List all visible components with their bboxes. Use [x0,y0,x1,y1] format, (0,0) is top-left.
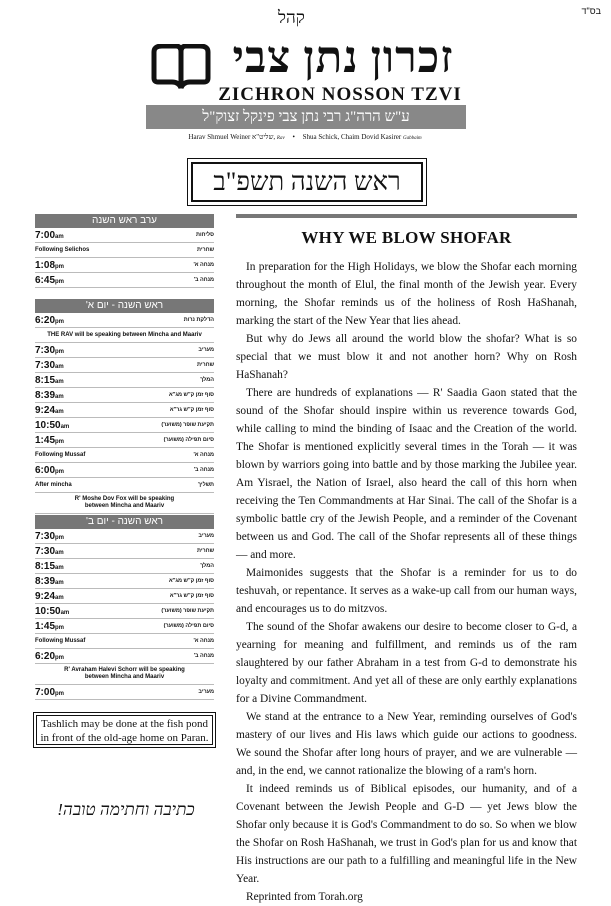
schedule-note: THE RAV will be speaking between Mincha and Maariv [35,328,214,343]
day2-schedule [35,515,214,700]
tashlich-notice [33,712,216,748]
rav-hebrew-title: שליט"א [252,133,274,141]
schedule-row: Following Mussaf מנחה א' [35,634,214,649]
shul-name-hebrew: זכרון נתן צבי [232,33,454,82]
schedule-row: 7:30am שחרית [35,544,214,559]
schedule-heading: ערב ראש השנה [35,214,214,228]
rav-role: Rav [276,136,285,141]
schedule-row: 9:24am סוף זמן ק"ש גר"א [35,403,214,418]
schedule-row: 10:50am תקיעת שופר (משוער) [35,604,214,619]
schedule-row: 8:15am המלך [35,559,214,574]
gabbaim-role: Gabbaim [402,136,422,141]
schedule-row: 7:30am שחרית [35,358,214,373]
schedule-row: 1:45pm סיום תפילה (משוער) [35,433,214,448]
schedule-row: 10:50am תקיעת שופר (משוער) [35,418,214,433]
article-paragraph: The sound of the Shofar awakens our desire to become closer to G-d, a yearning for meaning and fulfillment, and reminds us of the ram slaughtered by our father Abraham in a test from G-d to demonstrate his loyalty and commitment. And yet all of these are only earthly explanations for a Divine Commandment. [236,621,577,705]
article-paragraph: But why do Jews all around the world blow the shofar? What is so special that we must blow it and not another horn? Why on Rosh HaShanah? [236,333,577,381]
article-paragraph: We stand at the entrance to a New Year, reminding ourselves of God's mastery of our lives and His laws which guide our actions to goodness. We sound the Shofar after long hours of prayer, and we are vulnerable — and, in the end, we cannot rationalize the blowing of a ram's horn. [236,711,577,777]
day1-schedule [35,299,214,514]
article-paragraph: Maimonides suggests that the Shofar is a reminder for us to do teshuvah, or repentance. It serves as a wake-up call from our human ways, and encourages us to do mitzvos. [236,567,577,615]
schedule-note: R' Avraham Halevi Schorr will be speaking between Mincha and Maariv [35,664,214,685]
schedule-heading: ראש השנה - יום ב' [35,515,214,529]
schedule-row: 9:24am סוף זמן ק"ש גר"א [35,589,214,604]
credits-line: Harav Shmuel Weiner שליט"א, Rav • Shua Schick, Chaim Dovid Kasirer Gabbaim [188,133,422,141]
open-book-icon [150,44,212,90]
schedule-row: 7:00am סליחות [35,228,214,243]
article-divider [236,214,577,218]
schedule-note: R' Moshe Dov Fox will be speaking between Mincha and Maariv [35,493,214,514]
schedule-row: 7:30pm מעריב [35,343,214,358]
article-paragraph: There are hundreds of explanations — R' Saadia Gaon stated that the sound of the Shofar should inspire within us reverence towards God, while calling to mind the binding of Isaac and the Creation of the world. The Shofar is mentioned explicitly several times in the Torah — it was blown by warriors going into battle and by those marking the Jubilee year. Am Yisrael, the Nation of Israel, also heard the call of this horn when receiving the Ten Commandments at Har Sinai. The call of the Shofar is a symbolic battle cry of the Jewish People, and a reminder of the Covenant between us and God. The call of the Shofar represents all of these things — and more. [236,387,577,561]
schedule-row: 7:30pm מעריב [35,529,214,544]
schedule-row: Following Mussaf מנחה א' [35,448,214,463]
article-title: WHY WE BLOW SHOFAR [301,228,512,247]
holiday-title: ראש השנה תשפ"ב [191,162,423,202]
shul-name-english: ZICHRON NOSSON TZVI [218,84,462,105]
schedule-heading: ראש השנה - יום א' [35,299,214,313]
article-source: Reprinted from Torah.org [246,891,363,903]
schedule-row: 6:45pm מנחה ב' [35,273,214,288]
schedule-row: 8:15am המלך [35,373,214,388]
holiday-title-box [187,158,427,206]
bsd-mark: בס"ד [581,6,601,16]
memorial-banner: ע"ש הרה"ג רבי נתן צבי פינקל זצוק"ל [146,105,466,129]
ksiva-greeting: כתיבה וחתימה טובה! [57,800,195,819]
schedule-row: 8:39am סוף זמן ק"ש מג"א [35,388,214,403]
gabbaim-names: Shua Schick, Chaim Dovid Kasirer [302,133,402,141]
schedule-row: 8:39am סוף זמן ק"ש מג"א [35,574,214,589]
tashlich-text: Tashlich may be done at the fish pond in front of the old-age home on Paran. [36,715,213,745]
rav-name: Harav Shmuel Weiner [188,133,251,141]
article-body [236,258,577,906]
schedule-row: 1:08pm מנחה א' [35,258,214,273]
schedule-row: After mincha תשליך [35,478,214,493]
schedule-row: 6:20pm הדלקת נרות [35,313,214,328]
kehal-label: קהל [278,8,305,27]
schedule-row: 1:45pm סיום תפילה (משוער) [35,619,214,634]
article-paragraph: In preparation for the High Holidays, we blow the Shofar each morning throughout the month of Elul, the final month of the Jewish year. Every morning, the Shofar reminds us of the holiness of Rosh HaShanah, marking the start of the New Year that lies ahead. [236,261,577,327]
schedule-row: Following Selichos שחרית [35,243,214,258]
schedule-row: 6:20pm מנחה ב' [35,649,214,664]
erev-schedule [35,214,214,288]
schedule-row: 6:00pm מנחה ב' [35,463,214,478]
schedule-row: 7:00pm מעריב [35,685,214,700]
article-paragraph: It indeed reminds us of Biblical episodes, our humanity, and of a Covenant between the Jewish People and G-D — yet Jews blow the Shofar only because it is God's Commandment to do so. So when we blow the Shofar on Rosh HaShanah, we trust in God's plan for us and know that His instructions are our path to a fulfilling and meaningful life in the New Year. [236,783,577,885]
